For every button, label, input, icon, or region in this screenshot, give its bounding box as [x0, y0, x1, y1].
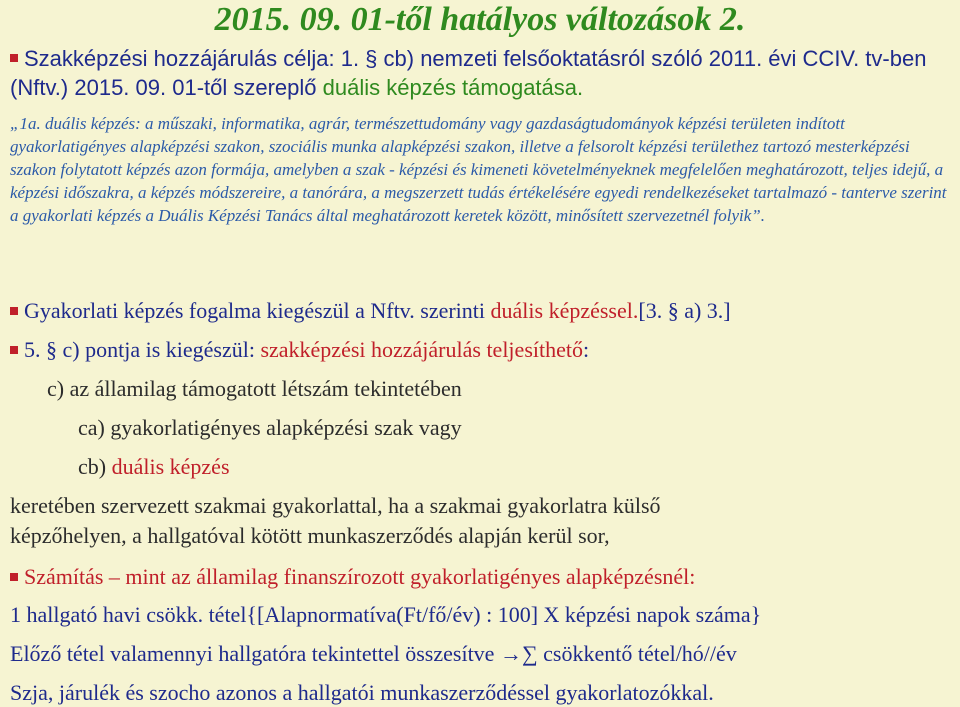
- bullet-purpose-text: Szakképzési hozzájárulás célja: 1. § cb) nemzeti felsőoktatásról szóló 2011. évi CCIV. tv-ben (Nftv.) 2015. 09. 01-től szereplő: [10, 46, 927, 100]
- line-previous: Előző tétel valamennyi hallgatóra tekintettel összesítve →∑ csökkentő tétel/hó//év: [10, 641, 737, 666]
- bullet-purpose-emph: duális képzés támogatása.: [322, 75, 584, 100]
- bullet-supplement-emph: szakképzési hozzájárulás teljesíthető: [260, 337, 583, 362]
- definition-quote: „1a. duális képzés: a műszaki, informatika, agrár, természettudomány vagy gazdaságtudományok képzési területen indított gyakorlatigényes alapképzési szakon, szociális munka alapképzési szakon, illetve a felsorolt képzési területhez tartozó mesterképzési szakon folytatott képzés azon formája, amelyben a szak - képzési és kimeneti követelményeknek megfelelően meghatározott, teljes idejű, a képzési időszakra, a képzés módszereire, a tanórára, a megszerzett tudás értékelésére egyedi rendelkezéseket tartalmazó - tanterve szerint a gyakorlati képzés a Duális Képzési Tanács által meghatározott keretek között, minősített szervezetnél folyik”.: [10, 114, 947, 225]
- line-cb-emph: duális képzés: [111, 454, 230, 479]
- bullet-supplement-colon: :: [582, 337, 590, 362]
- bullet-purpose: [10, 44, 950, 102]
- bullet-practical-ref: [3. § a) 3.]: [638, 298, 731, 323]
- line-keretében: keretében szervezett szakmai gyakorlattal, ha a szakmai gyakorlatra külső: [10, 493, 661, 518]
- line-kepzohelyen: képzőhelyen, a hallgatóval kötött munkaszerződés alapján kerül sor,: [10, 523, 610, 548]
- line-cb: [78, 453, 230, 481]
- bullet-calculation: [10, 563, 695, 591]
- line-c: c) az államilag támogatott létszám tekintetében: [47, 376, 462, 401]
- square-bullet-icon: [10, 307, 18, 315]
- square-bullet-icon: [10, 346, 18, 354]
- bullet-practical-training: [10, 297, 731, 325]
- line-calc: 1 hallgató havi csökk. tétel{[Alapnormatíva(Ft/fő/év) : 100] X képzési napok száma}: [10, 602, 762, 627]
- line-ca: ca) gyakorlatigényes alapképzési szak vagy: [78, 415, 462, 440]
- bullet-practical-text: Gyakorlati képzés fogalma kiegészül a Nftv. szerinti: [24, 298, 491, 323]
- bullet-supplement-text: 5. § c) pontja is kiegészül:: [24, 337, 261, 362]
- slide-title: 2015. 09. 01-től hatályos változások 2.: [214, 1, 746, 38]
- square-bullet-icon: [10, 54, 18, 62]
- line-cb-prefix: cb): [78, 454, 112, 479]
- bullet-calculation-text: Számítás – mint az államilag finanszírozott gyakorlatigényes alapképzésnél:: [24, 564, 696, 589]
- line-szja: Szja, járulék és szocho azonos a hallgatói munkaszerződéssel gyakorlatozókkal.: [10, 680, 714, 705]
- bullet-practical-emph: duális képzéssel.: [490, 298, 639, 323]
- bullet-supplement: [10, 336, 589, 364]
- square-bullet-icon: [10, 573, 18, 581]
